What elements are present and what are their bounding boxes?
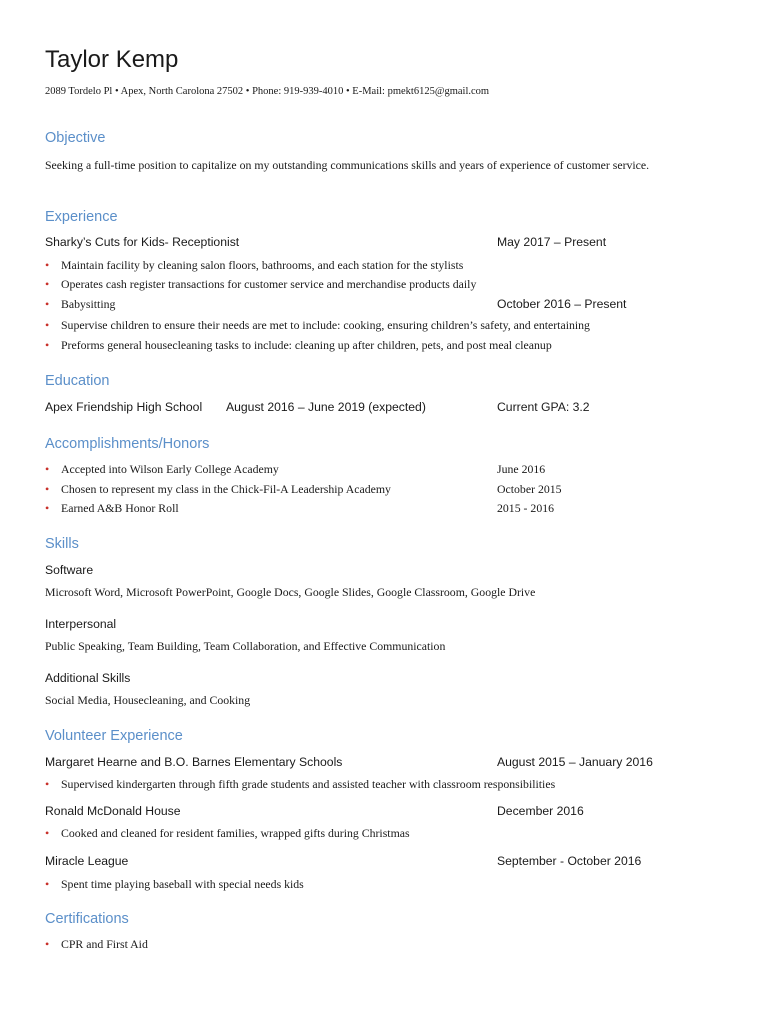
section-heading-objective: Objective [45, 130, 106, 146]
job-date: October 2016 – Present [497, 297, 627, 311]
bullet-icon: • [45, 318, 50, 332]
bullet-text: Spent time playing baseball with special needs kids [61, 877, 304, 891]
bullet-item [45, 318, 735, 336]
bullet-icon: • [45, 258, 50, 272]
bullet-icon: • [45, 826, 50, 840]
bullet-item [45, 877, 735, 895]
bullet-text: Cooked and cleaned for resident families, wrapped gifts during Christmas [61, 826, 410, 840]
bullet-text: Operates cash register transactions for customer service and merchandise products daily [61, 277, 477, 291]
volunteer-entry-header [45, 804, 735, 822]
bullet-text: Preforms general housecleaning tasks to include: cleaning up after children, pets, and post meal cleanup [61, 338, 552, 352]
bullet-text: Maintain facility by cleaning salon floors, bathrooms, and each station for the stylists [61, 258, 464, 272]
list-item [45, 501, 735, 519]
job-date: May 2017 – Present [497, 235, 607, 249]
section-heading-honors: Accomplishments/Honors [45, 436, 210, 452]
honor-date: 2015 - 2016 [497, 501, 555, 515]
honor-date: June 2016 [497, 462, 546, 476]
list-item [45, 462, 735, 480]
volunteer-entry-header [45, 755, 735, 773]
volunteer-date: December 2016 [497, 804, 584, 818]
honor-date: October 2015 [497, 482, 562, 496]
school-gpa: Current GPA: 3.2 [497, 400, 590, 414]
job-entry-header [45, 235, 735, 253]
honor-text: Accepted into Wilson Early College Academy [61, 462, 279, 476]
bullet-text: Supervise children to ensure their needs are met to include: cooking, ensuring children’s safety, and entertaining [61, 318, 590, 332]
bullet-icon: • [45, 877, 50, 891]
bullet-item [45, 826, 735, 844]
bullet-icon: • [45, 937, 50, 951]
list-item [45, 482, 735, 500]
section-heading-education: Education [45, 373, 110, 389]
volunteer-title: Ronald McDonald House [45, 804, 181, 818]
bullet-icon: • [45, 338, 50, 352]
skill-category-label: Interpersonal [45, 617, 117, 631]
volunteer-title: Margaret Hearne and B.O. Barnes Elementary Schools [45, 755, 343, 769]
bullet-icon: • [45, 277, 50, 291]
school-name: Apex Friendship High School [45, 400, 203, 414]
bullet-item [45, 258, 735, 276]
skill-list: Social Media, Housecleaning, and Cooking [45, 693, 251, 707]
skill-category-label: Software [45, 563, 94, 577]
volunteer-entry-header [45, 854, 735, 872]
bullet-icon: • [45, 462, 50, 476]
objective-text: Seeking a full-time position to capitalize on my outstanding communications skills and years of experience of customer service. [45, 158, 650, 172]
skill-category-label: Additional Skills [45, 671, 131, 685]
honor-text: Earned A&B Honor Roll [61, 501, 179, 515]
contact-line: 2089 Tordelo Pl • Apex, North Carolona 27502 • Phone: 919-939-4010 • E-Mail: pmekt6125@gmail.com [45, 86, 490, 97]
job-title: Babysitting [61, 297, 116, 311]
section-heading-skills: Skills [45, 536, 79, 552]
section-heading-experience: Experience [45, 209, 118, 225]
section-heading-certifications: Certifications [45, 911, 129, 927]
list-item [45, 937, 735, 955]
education-entry [45, 400, 735, 418]
bullet-icon: • [45, 297, 50, 311]
volunteer-date: August 2015 – January 2016 [497, 755, 653, 769]
skill-list: Microsoft Word, Microsoft PowerPoint, Google Docs, Google Slides, Google Classroom, Google Drive [45, 585, 536, 599]
bullet-item [45, 297, 735, 315]
certification-text: CPR and First Aid [61, 937, 148, 951]
section-heading-volunteer: Volunteer Experience [45, 728, 183, 744]
bullet-icon: • [45, 777, 50, 791]
bullet-item [45, 338, 735, 356]
job-title: Sharky’s Cuts for Kids- Receptionist [45, 235, 240, 249]
bullet-item [45, 277, 735, 295]
skill-list: Public Speaking, Team Building, Team Collaboration, and Effective Communication [45, 639, 446, 653]
school-dates: August 2016 – June 2019 (expected) [226, 400, 426, 414]
volunteer-title: Miracle League [45, 854, 129, 868]
bullet-icon: • [45, 501, 50, 515]
bullet-text: Supervised kindergarten through fifth grade students and assisted teacher with classroom responsibilities [61, 777, 556, 791]
volunteer-date: September - October 2016 [497, 854, 642, 868]
bullet-item [45, 777, 735, 795]
bullet-icon: • [45, 482, 50, 496]
honor-text: Chosen to represent my class in the Chick-Fil-A Leadership Academy [61, 482, 391, 496]
resume-name: Taylor Kemp [45, 46, 179, 73]
